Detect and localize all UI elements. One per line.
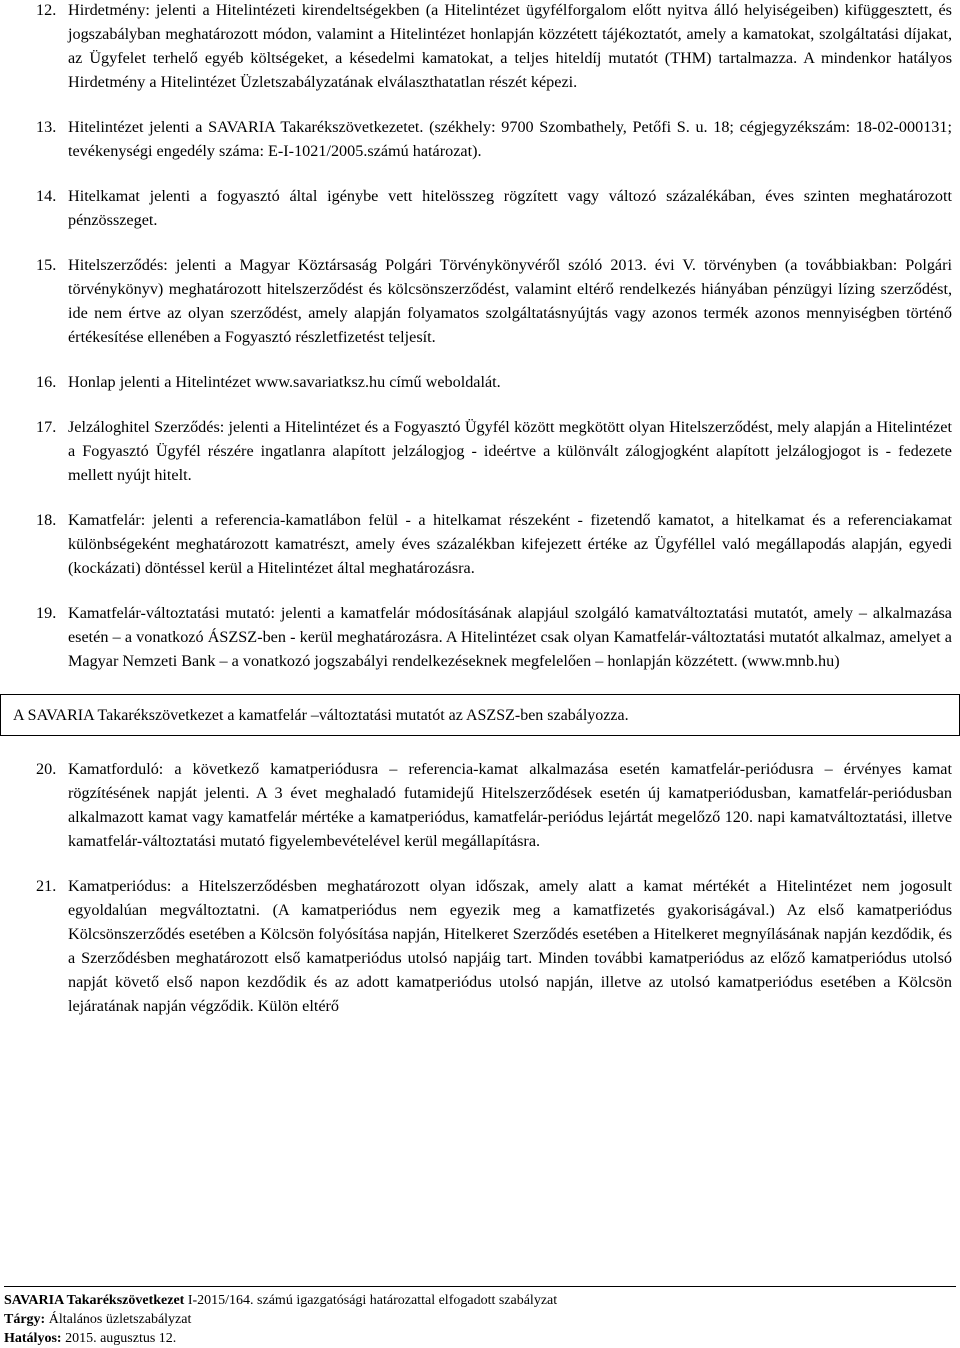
item-number: 12. [36,1,57,19]
definitions-list [13,0,952,1039]
item-text: Kamatperiódus: a Hitelszerződésben meghatározott olyan időszak, amely alatt a kamat mértékét a Hitelintézet nem jogosult egyoldalúan megváltoztatni. (A kamatperiódus nem egyezik meg a kamatfizetés gyakoriságával.) Az első kamatperiódus Kölcsönszerződés esetében a Kölcsön folyósítása napján, Hitelkeret Szerződés esetében a Hitelkeret megnyílásának napján kezdődik, és a Szerződésben meghatározott első kamatperiódus utolsó napjáig tart. Minden további kamatperiódus az előző kamatperiódus utolsó napját követő első napon kezdődik és az adott kamatperiódus utolsó napján, illetve az utolsó kamatperiódus esetében a Kölcsön lejáratának napján végződik. Külön eltérő [68,877,952,1015]
item-text: Kamatfelár: jelenti a referencia-kamatlábon felül - a hitelkamat részeként - fizetendő kamatot, a hitelkamat és a referenciakamat különbségeként meghatározott kamatrészt, amely éves százalékban kifejezett értéke az Ügyféllel való megállapodás alapján, egyedi (kockázati) döntéssel kerül a Hitelintézet által meghatározásra. [68,511,952,577]
definition-14 [36,184,952,232]
definition-21 [36,874,952,1018]
footer-line-1 [4,1291,956,1310]
definition-15 [36,253,952,349]
item-text: Hirdetmény: jelenti a Hitelintézeti kirendeltségekben (a Hitelintézet ügyfélforgalom előtt nyitva álló helyiségeiben) kifüggesztett, és jogszabályban meghatározott módon, valamint a Hitelintézet honlapján közzétett tájékoztatót, amely a kamatokat, szolgáltatási díjakat, az Ügyfelet terhelő egyéb költségeket, a késedelmi kamatokat, a teljes hiteldíj mutatót (THM) tartalmazza. A mindenkor hatályos Hirdetmény a Hitelintézet Üzletszabályzatának elválaszthatatlan részét képezi. [68,1,952,91]
item-number: 16. [36,373,57,391]
footer-org: SAVARIA Takarékszövetkezet [4,1293,185,1308]
item-number: 20. [36,760,57,778]
item-text: Jelzáloghitel Szerződés: jelenti a Hitelintézet és a Fogyasztó Ügyfél között megkötött olyan Hitelszerződést, mely alapján a Hitelintézet a Fogyasztó Ügyfél részére ingatlanra alapított jelzálogjog - ideértve a különvált zálogjogként alapított jelzálogjogot is - fedezete mellett nyújt hitelt. [68,418,952,484]
definition-13 [36,115,952,163]
item-number: 18. [36,511,57,529]
footer-effective-label: Hatályos: [4,1331,62,1346]
footer-line-2 [4,1310,956,1329]
item-number: 21. [36,877,57,895]
item-number: 15. [36,256,57,274]
definition-12 [36,0,952,94]
item-text: Hitelkamat jelenti a fogyasztó által igénybe vett hitelösszeg rögzített vagy változó százalékában, éves szinten meghatározott pénzösszeget. [68,187,952,229]
boxed-note: A SAVARIA Takarékszövetkezet a kamatfelár –változtatási mutatót az ASZSZ-ben szabályozza. [0,694,960,736]
definition-18 [36,508,952,580]
definition-19 [36,601,952,673]
footer-line-3 [4,1329,956,1348]
page-footer [4,1286,956,1348]
footer-doc-ref: I-2015/164. számú igazgatósági határozattal elfogadott szabályzat [187,1293,558,1308]
item-text: Hitelszerződés: jelenti a Magyar Köztársaság Polgári Törvénykönyvéről szóló 2013. évi V. törvényben (a továbbiakban: Polgári törvénykönyv) meghatározott hitelszerződést és kölcsönszerződést, valamint eltérő rendelkezés hiányában pénzügyi lízing szerződést, ide nem értve az olyan szerződést, amely alapján folyamatos szolgáltatásnyújtás vagy azonos termék azonos mennyiségben történő értékesítése ellenében a Fogyasztó részletfizetést teljesít. [68,256,952,346]
item-text: Kamatfelár-változtatási mutató: jelenti a kamatfelár módosításának alapjául szolgáló kamatváltoztatási mutatót, amely – alkalmazása esetén – a vonatkozó ÁSZSZ-ben - kerül meghatározásra. A Hitelintézet csak olyan Kamatfelár-változtatási mutatót alkalmaz, amelyet a Magyar Nemzeti Bank – a vonatkozó jogszabályi rendelkezéseknek megfelelően – honlapján közzétett. (www.mnb.hu) [68,604,952,670]
item-number: 19. [36,604,57,622]
item-text: Honlap jelenti a Hitelintézet www.savariatksz.hu című weboldalát. [68,373,501,391]
footer-effective: 2015. augusztus 12. [65,1331,177,1346]
definition-17 [36,415,952,487]
footer-subject: Általános üzletszabályzat [48,1312,192,1327]
definition-20 [36,757,952,853]
item-number: 13. [36,118,57,136]
definition-16 [36,370,952,394]
item-number: 17. [36,418,57,436]
item-number: 14. [36,187,57,205]
item-text: Kamatforduló: a következő kamatperiódusra – referencia-kamat alkalmazása esetén kamatfelár-periódusra – érvényes kamat rögzítésének napját jelenti. A 3 évet meghaladó futamidejű Hitelszerződések esetén új kamatperiódusban, kamatfelár-periódusban alkalmazott kamat vagy kamatfelár mértéke a kamatperiódus, kamatfelár-periódus lejártát megelőző 120. napi kamatváltoztatási, illetve kamatfelár-változtatási mutató figyelembevételével kerül megállapításra. [68,760,952,850]
item-text: Hitelintézet jelenti a SAVARIA Takarékszövetkezetet. (székhely: 9700 Szombathely, Petőfi S. u. 18; cégjegyzékszám: 18-02-000131; tevékenységi engedély száma: E-I-1021/2005.számú határozat). [68,118,952,160]
footer-subject-label: Tárgy: [4,1312,46,1327]
